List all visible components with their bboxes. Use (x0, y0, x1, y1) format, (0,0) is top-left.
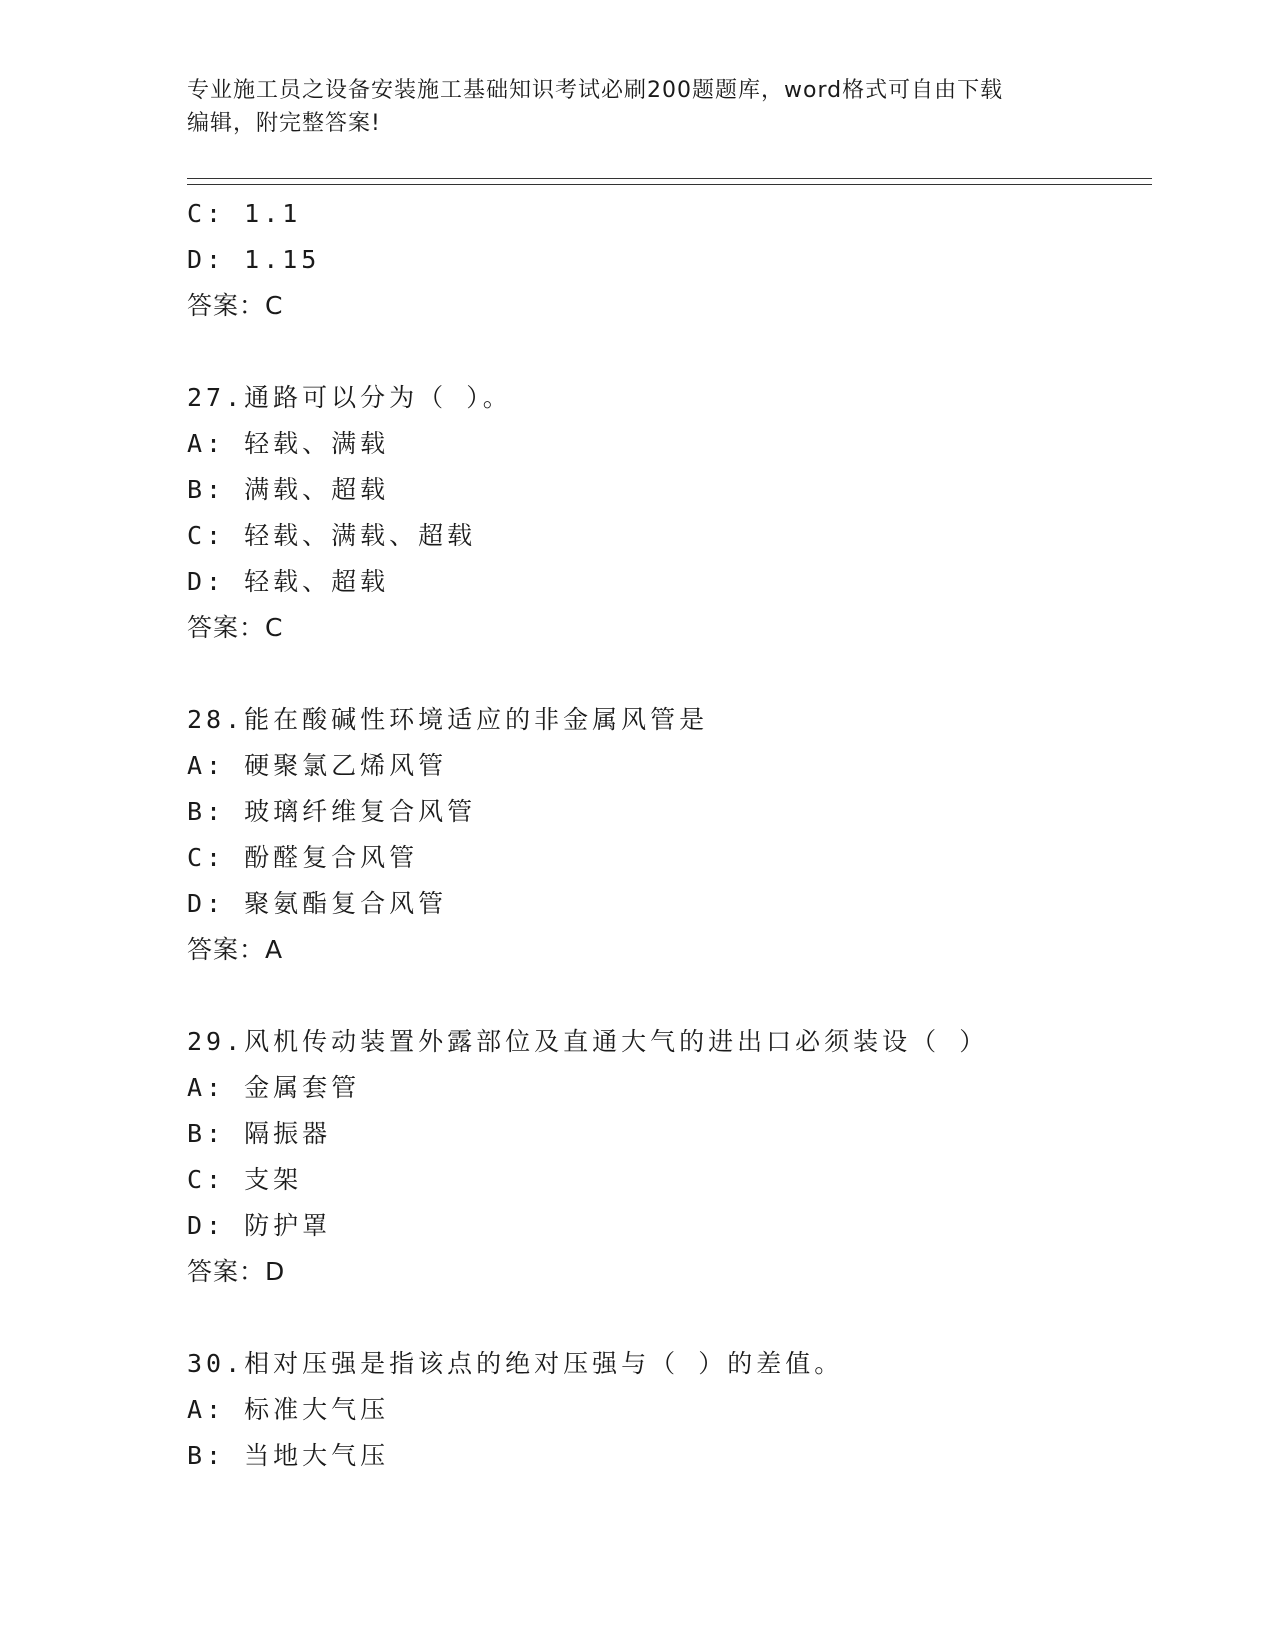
question-29: 29.风机传动装置外露部位及直通大气的进出口必须装设（ ） (187, 1027, 989, 1056)
document-header (187, 74, 1087, 140)
header-rule-bottom (187, 184, 1152, 185)
question-28-option-d: D: 聚氨酯复合风管 (187, 889, 448, 918)
question-29-answer: 答案：D (187, 1257, 286, 1286)
option-c-prev: C: 1.1 (187, 199, 302, 228)
question-30-option-b: B: 当地大气压 (187, 1441, 390, 1470)
spacer (187, 1295, 1147, 1341)
header-rule-top (187, 178, 1152, 179)
question-30-option-a: A: 标准大气压 (187, 1395, 390, 1424)
question-28-answer: 答案：A (187, 935, 284, 964)
question-27-option-b: B: 满载、超载 (187, 475, 390, 504)
document-body (187, 191, 1147, 1479)
answer-prev: 答案：C (187, 291, 284, 320)
question-27-option-d: D: 轻载、超载 (187, 567, 390, 596)
question-28-option-a: A: 硬聚氯乙烯风管 (187, 751, 448, 780)
question-28-option-c: C: 酚醛复合风管 (187, 843, 419, 872)
spacer (187, 329, 1147, 375)
question-28: 28.能在酸碱性环境适应的非金属风管是 (187, 705, 709, 734)
question-27: 27.通路可以分为（ ）。 (187, 383, 512, 412)
question-27-answer: 答案：C (187, 613, 284, 642)
spacer (187, 651, 1147, 697)
question-27-option-c: C: 轻载、满载、超载 (187, 521, 477, 550)
header-line-2: 编辑，附完整答案! (187, 111, 381, 136)
question-30: 30.相对压强是指该点的绝对压强与（ ）的差值。 (187, 1349, 844, 1378)
question-29-option-a: A: 金属套管 (187, 1073, 361, 1102)
question-27-option-a: A: 轻载、满载 (187, 429, 390, 458)
spacer (187, 973, 1147, 1019)
header-line-1: 专业施工员之设备安装施工基础知识考试必刷200题题库，word格式可自由下载 (187, 78, 1004, 103)
option-d-prev: D: 1.15 (187, 245, 321, 274)
question-29-option-b: B: 隔振器 (187, 1119, 332, 1148)
question-28-option-b: B: 玻璃纤维复合风管 (187, 797, 477, 826)
question-29-option-c: C: 支架 (187, 1165, 303, 1194)
question-29-option-d: D: 防护罩 (187, 1211, 332, 1240)
